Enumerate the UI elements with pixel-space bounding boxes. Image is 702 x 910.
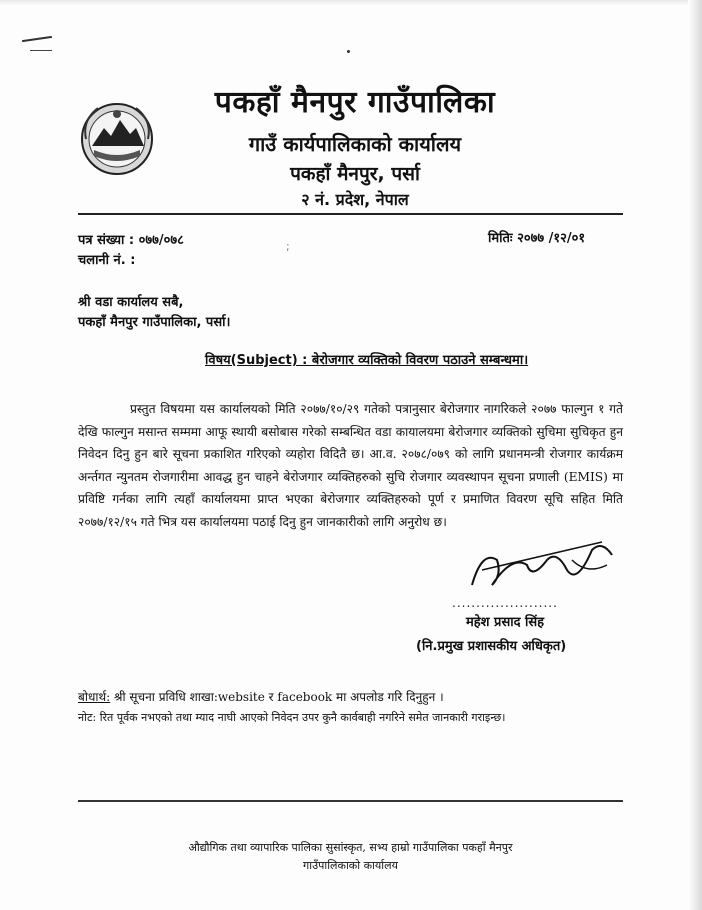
footer-divider: [78, 800, 623, 802]
footer-office: गाउँपालिकाको कार्यालय: [303, 859, 398, 872]
nepal-emblem-icon: [78, 100, 156, 178]
letter-subject: विषय(Subject) : बेरोजगार व्यक्तिको विवरण पठाउने सम्बन्धमा।: [205, 353, 529, 368]
recipient-line-1: श्री वडा कार्यालय सबै,: [78, 295, 184, 310]
pen-mark-secondary: [30, 50, 52, 51]
signature-line: ......................: [452, 596, 558, 610]
dispatch-number: चलानी नं. :: [78, 253, 136, 268]
pen-mark: [22, 36, 52, 42]
copy-to-label: बोधार्थ:: [78, 690, 111, 704]
handwritten-signature: [452, 530, 622, 600]
copy-to-text: श्री सूचना प्रविधि शाखा:website र facebook मा अपलोड गरि दिनुहुन ।: [110, 690, 444, 704]
reference-number: पत्र संख्या : ०७७/०७८: [78, 233, 184, 248]
recipient-line-2: पकहाँ मैनपुर गाउँपालिका, पर्सा।: [78, 315, 231, 330]
letter-date: मितिः २०७७ /१२/०१: [488, 231, 586, 246]
note-line: नोट: रित पूर्वक नभएको तथा म्याद नाघी आएको निवेदन उपर कुनै कार्वबाही नगरिने समेत जानकारी गराइन्छ।: [78, 711, 506, 724]
letter-body: प्रस्तुत विषयमा यस कार्यालयको मिति २०७७/१०/२९ गतेको पत्रानुसार बेरोजगार नागरिकले २०७७ फाल्गुन १ गते देखि फाल्गुन मसान्त सम्ममा आफू स्थायी बसोबास गरेको सम्बन्धित वडा कायालयमा बेरोजगार व्यक्तिको सुचिमा सुचिकृत हुन निवेदन दिनु हुन बारे सूचना प्रकाशित गरिएको व्यहोरा विदितै छ। आ.व. २०७८/०७९ को लागि प्रधानमन्त्री रोजगार कार्यक्रम अर्न्तगत न्युनतम रोजगारीमा आवद्ध हुन चाहने बेरोजगार व्यक्तिहरुको सुचि रोजगार व्यवस्थापन सूचना प्रणाली (EMIS) मा प्रविष्टि गर्नका लागि त्यहाँ कार्यालयमा प्राप्त भएका बेरोजगार व्यक्तिहरुको पूर्ण र प्रमाणित विवरण सूचि सहित मिति २०७७/१२/१५ गते भित्र यस कार्यालयमा पठाई दिनु हुन जानकारीको लागि अनुरोध छ।: [78, 402, 623, 529]
scan-edge-right: [688, 0, 702, 910]
office-location: पकहाँ मैनपुर, पर्सा: [290, 163, 420, 185]
municipality-title: पकहाँ मैनपुर गाउँपालिका: [214, 85, 496, 120]
signatory-name: महेश प्रसाद सिंह: [466, 615, 545, 630]
header-divider: [78, 213, 623, 215]
copy-to-line: [78, 688, 638, 705]
stray-dot: [347, 50, 350, 53]
signatory-title: (नि.प्रमुख प्रशासकीय अधिकृत): [416, 639, 567, 654]
stray-mark: ;: [286, 240, 290, 253]
province-line: २ नं. प्रदेश, नेपाल: [301, 190, 409, 209]
footer-slogan: औद्यौगिक तथा व्यापारिक पालिका सुसांस्कृत, सभ्य हाम्रो गाउँपालिका पकहाँ मैनपुर: [188, 841, 513, 854]
office-name: गाउँ कार्यपालिकाको कार्यालय: [248, 132, 462, 156]
scan-edge-top: [0, 0, 702, 6]
